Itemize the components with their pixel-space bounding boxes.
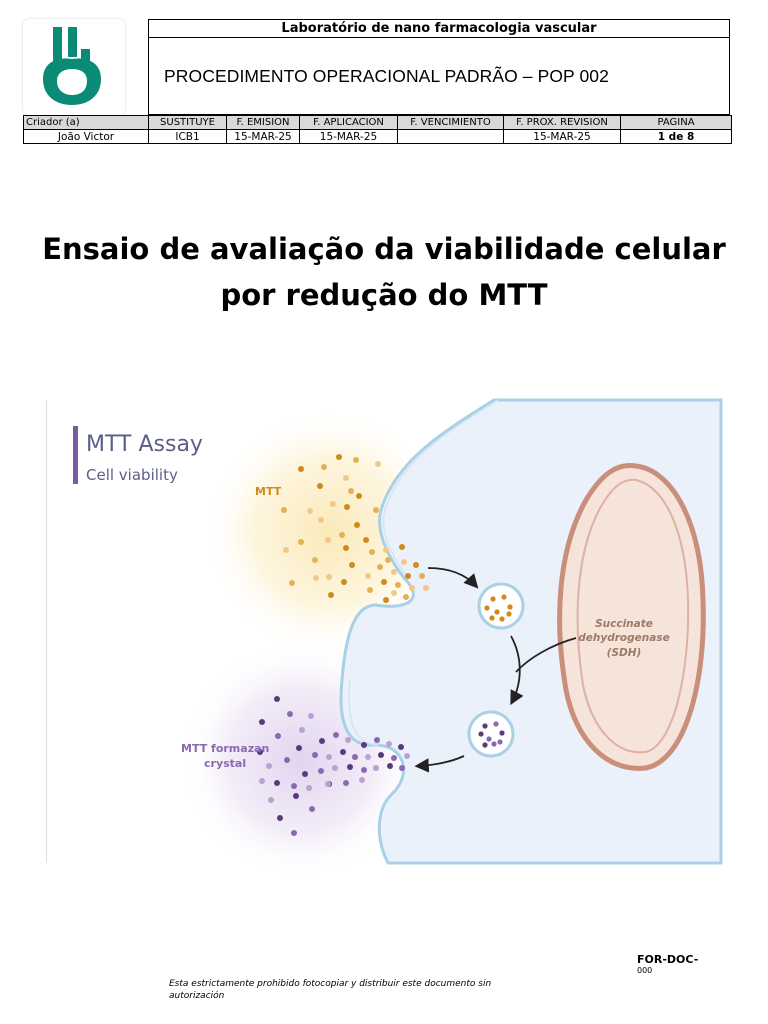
figure-heading: MTT Assay: [86, 432, 203, 457]
formazan-particle: [325, 781, 331, 787]
mtt-particle: [399, 544, 405, 550]
formazan-particle: [332, 765, 338, 771]
formazan-particle: [365, 754, 371, 760]
mtt-particle: [501, 594, 506, 599]
heading-accent-bar: [73, 426, 78, 484]
mtt-particle: [383, 597, 389, 603]
mtt-label: MTT: [255, 485, 282, 498]
mtt-particle: [395, 582, 401, 588]
document-title: [40, 226, 728, 318]
expiry-date-value: [398, 130, 504, 144]
column-header: Criador (a): [24, 116, 149, 130]
mtt-particle: [484, 605, 489, 610]
mtt-particle: [289, 580, 295, 586]
mtt-particle: [494, 609, 499, 614]
replaces-value: ICB1: [149, 130, 227, 144]
formazan-particle: [312, 752, 318, 758]
mtt-particle: [343, 475, 349, 481]
formazan-particle: [291, 783, 297, 789]
mtt-particle: [490, 596, 495, 601]
formazan-particle: [318, 768, 324, 774]
mitochondrion: [560, 466, 704, 769]
column-header: F. EMISION: [227, 116, 300, 130]
next-review-date-value: 15-MAR-25: [504, 130, 621, 144]
mtt-particle: [405, 573, 411, 579]
mtt-particle: [506, 611, 511, 616]
mtt-particle: [385, 557, 391, 563]
document-metadata-table: [23, 115, 732, 144]
page-number-value: 1 de 8: [621, 130, 732, 144]
column-header: F. APLICACION: [300, 116, 398, 130]
mtt-particle: [365, 573, 371, 579]
formazan-particle: [302, 771, 308, 777]
formazan-particle: [486, 736, 491, 741]
column-header: SUSTITUYE: [149, 116, 227, 130]
lab-logo: [23, 19, 125, 115]
mtt-assay-figure: [46, 400, 721, 863]
formazan-particle: [326, 754, 332, 760]
procedure-title: PROCEDIMENTO OPERACIONAL PADRÃO – POP 002: [164, 66, 609, 86]
formazan-particle: [386, 741, 392, 747]
formazan-particle: [378, 752, 384, 758]
formazan-particle: [361, 742, 367, 748]
formazan-particle: [296, 745, 302, 751]
document-title-line-1: Ensaio de avaliação da viabilidade celular: [42, 232, 726, 266]
formazan-particle: [333, 732, 339, 738]
mtt-particle: [328, 592, 334, 598]
formazan-particle: [306, 785, 312, 791]
formazan-particle: [374, 737, 380, 743]
formazan-particle: [266, 763, 272, 769]
mtt-particle: [391, 590, 397, 596]
formazan-label-line-2: crystal: [204, 757, 247, 770]
mtt-particle: [489, 615, 494, 620]
formazan-particle: [347, 764, 353, 770]
application-date-value: 15-MAR-25: [300, 130, 398, 144]
mtt-particle: [403, 594, 409, 600]
document-header: [23, 19, 731, 145]
formazan-particle: [309, 806, 315, 812]
formazan-particle: [359, 777, 365, 783]
column-header: F. VENCIMIENTO: [398, 116, 504, 130]
mtt-particle: [381, 579, 387, 585]
mtt-particle: [349, 562, 355, 568]
formazan-label-line-1: MTT formazan: [181, 742, 270, 755]
mtt-particle: [375, 461, 381, 467]
formazan-particle: [299, 727, 305, 733]
formazan-particle: [491, 741, 496, 746]
formazan-particle: [275, 733, 281, 739]
mtt-particle: [283, 547, 289, 553]
formazan-particle: [340, 749, 346, 755]
footer-document-code: FOR-DOC-: [637, 953, 699, 966]
sdh-label-line-2: dehydrogenase: [578, 632, 670, 644]
formazan-particle: [352, 754, 358, 760]
mtt-particle: [339, 532, 345, 538]
formazan-particle: [399, 765, 405, 771]
mtt-particle: [317, 483, 323, 489]
formazan-particle: [308, 713, 314, 719]
formazan-particle: [287, 711, 293, 717]
mtt-particle: [413, 562, 419, 568]
mtt-particle: [348, 488, 354, 494]
mtt-particle: [313, 575, 319, 581]
formazan-particle: [482, 723, 487, 728]
formazan-particle: [274, 780, 280, 786]
mtt-particle: [367, 587, 373, 593]
formazan-particle: [499, 730, 504, 735]
formazan-particle: [387, 763, 393, 769]
creator-value: João Victor: [24, 130, 149, 144]
mtt-particle: [326, 574, 332, 580]
formazan-particle: [343, 780, 349, 786]
footer-document-code-cut: 000: [637, 966, 653, 975]
metadata-value-row: [24, 130, 732, 144]
formazan-particle: [404, 753, 410, 759]
mtt-particle: [353, 457, 359, 463]
mtt-particle: [354, 522, 360, 528]
mtt-particle: [298, 466, 304, 472]
mtt-particle: [419, 573, 425, 579]
metadata-header-row: [24, 116, 732, 130]
mtt-particle: [507, 604, 512, 609]
sdh-label-line-3: (SDH): [606, 647, 642, 659]
formazan-particle: [259, 719, 265, 725]
footer-copy-notice: Esta estrictamente prohibido fotocopiar y distribuir este documento sin: [169, 979, 492, 989]
formazan-particle: [291, 830, 297, 836]
mtt-particle: [312, 557, 318, 563]
mtt-particle: [321, 464, 327, 470]
figure-subheading: Cell viability: [86, 466, 178, 484]
header-title-block: [148, 19, 730, 115]
mtt-particle: [373, 507, 379, 513]
lab-logo-icon: [23, 19, 125, 115]
footer-copy-notice-cut: autorización: [169, 991, 225, 1001]
mtt-particle: [383, 547, 389, 553]
mtt-particle: [325, 537, 331, 543]
formazan-particle: [284, 757, 290, 763]
mtt-particle: [391, 569, 397, 575]
formazan-particle: [268, 797, 274, 803]
sdh-label-line-1: Succinate: [595, 618, 653, 630]
formazan-particle: [319, 738, 325, 744]
column-header: F. PROX. REVISION: [504, 116, 621, 130]
formazan-particle: [398, 744, 404, 750]
mtt-particle: [409, 585, 415, 591]
mtt-particle: [363, 537, 369, 543]
mtt-particle: [369, 549, 375, 555]
mtt-particle: [423, 585, 429, 591]
formazan-particle: [482, 742, 487, 747]
mtt-particle: [298, 539, 304, 545]
mtt-particle: [318, 517, 324, 523]
issue-date-value: 15-MAR-25: [227, 130, 300, 144]
formazan-particle: [293, 793, 299, 799]
mtt-assay-diagram: [46, 400, 721, 863]
formazan-particle: [493, 721, 498, 726]
mtt-particle: [336, 454, 342, 460]
mtt-particle: [307, 508, 313, 514]
mtt-particle: [281, 507, 287, 513]
mtt-particle: [401, 559, 407, 565]
mtt-particle: [356, 493, 362, 499]
formazan-particle: [361, 767, 367, 773]
mtt-particle: [341, 579, 347, 585]
mtt-particle: [499, 616, 504, 621]
document-title-line-2: por redução do MTT: [220, 278, 548, 312]
formazan-particle: [277, 815, 283, 821]
mtt-particle: [330, 501, 336, 507]
formazan-particle: [391, 755, 397, 761]
lab-name: Laboratório de nano farmacologia vascular: [149, 20, 729, 38]
mtt-particle: [343, 545, 349, 551]
mtt-particle: [377, 564, 383, 570]
formazan-particle: [259, 778, 265, 784]
formazan-particle: [345, 737, 351, 743]
mtt-particle: [344, 504, 350, 510]
column-header: PAGINA: [621, 116, 732, 130]
formazan-particle: [373, 765, 379, 771]
formazan-particle: [497, 739, 502, 744]
formazan-particle: [274, 696, 280, 702]
formazan-vesicle: [469, 712, 513, 756]
formazan-particle: [478, 731, 483, 736]
